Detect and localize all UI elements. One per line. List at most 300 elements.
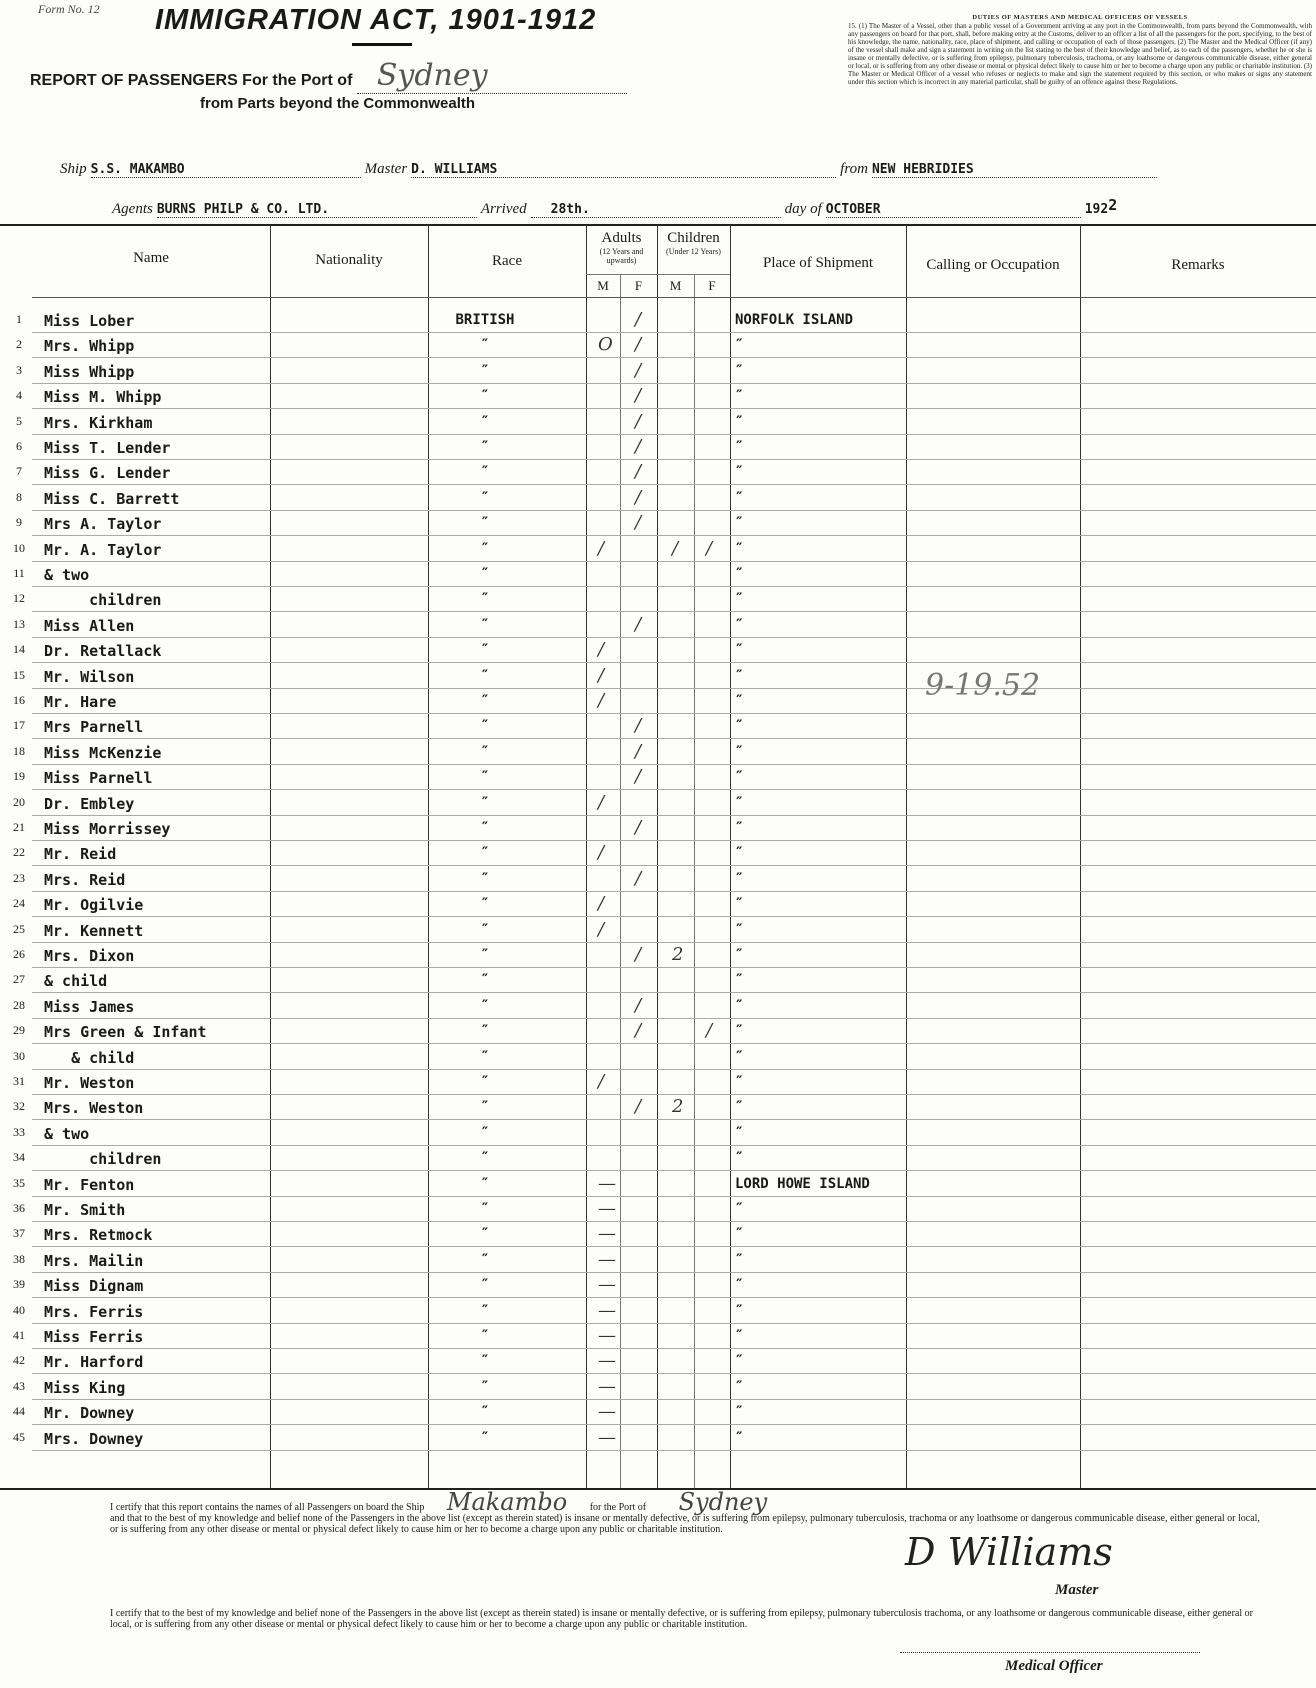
row-number: 2 xyxy=(16,337,22,352)
passenger-race: ″ xyxy=(480,489,490,506)
row-number: 4 xyxy=(16,388,22,403)
passenger-race: ″ xyxy=(480,1328,490,1344)
place-of-shipment: ″ xyxy=(735,1251,744,1268)
table-row xyxy=(0,713,1316,739)
passenger-race: ″ xyxy=(480,820,490,836)
place-of-shipment: ″ xyxy=(735,1099,744,1116)
form-number: Form No. 12 xyxy=(38,2,100,16)
adult-male-mark: — xyxy=(598,1299,616,1321)
passenger-race: ″ xyxy=(480,1124,490,1141)
passenger-race: ″ xyxy=(480,1404,490,1421)
table-row xyxy=(0,1399,1316,1425)
table-bottom-rule xyxy=(0,1488,1316,1490)
table-row xyxy=(0,866,1316,892)
table-row xyxy=(0,1018,1316,1044)
passenger-name: Mr. Reid xyxy=(44,845,117,864)
passenger-race: ″ xyxy=(480,769,490,786)
passenger-name: Miss M. Whipp xyxy=(44,388,162,407)
passenger-race: ″ xyxy=(480,591,490,608)
row-number: 8 xyxy=(16,489,22,504)
passenger-race: ″ xyxy=(480,1048,490,1065)
passenger-name: Mr. Kennett xyxy=(44,921,144,940)
passenger-name: Mrs. Downey xyxy=(44,1429,144,1448)
passenger-name: Mrs. Ferris xyxy=(44,1302,144,1321)
row-number: 40 xyxy=(13,1302,25,1317)
row-number: 3 xyxy=(16,362,22,377)
table-row xyxy=(0,485,1316,511)
passenger-race: ″ xyxy=(480,1150,490,1167)
passenger-race: ″ xyxy=(480,616,490,633)
table-row xyxy=(0,764,1316,790)
adult-male-mark: / xyxy=(598,918,605,940)
adult-female-mark: / xyxy=(635,359,642,381)
table-row xyxy=(0,637,1316,663)
passenger-race: ″ xyxy=(480,921,490,938)
table-row xyxy=(0,612,1316,638)
passenger-name: Mrs. Reid xyxy=(44,870,126,889)
passenger-race: ″ xyxy=(480,693,490,709)
place-of-shipment: ″ xyxy=(735,794,744,811)
adult-male-mark: — xyxy=(598,1401,616,1423)
passenger-name: Mrs. Whipp xyxy=(44,337,135,356)
table-row xyxy=(0,510,1316,536)
child-male-mark: 2 xyxy=(672,944,684,965)
table-row xyxy=(0,1094,1316,1120)
passenger-race: ″ xyxy=(480,566,490,582)
row-number: 31 xyxy=(13,1074,25,1088)
row-number: 30 xyxy=(13,1048,25,1063)
adult-female-mark: / xyxy=(635,817,642,838)
adult-female-mark: / xyxy=(635,613,642,635)
place-of-shipment: ″ xyxy=(735,1429,744,1446)
port-field xyxy=(357,58,627,94)
place-of-shipment: ″ xyxy=(735,439,744,455)
row-number: 45 xyxy=(13,1429,25,1444)
table-row xyxy=(0,434,1316,460)
table-row xyxy=(0,739,1316,765)
adult-female-mark: / xyxy=(635,385,642,407)
place-of-shipment: ″ xyxy=(735,616,744,633)
row-number: 17 xyxy=(13,718,25,733)
passenger-race: ″ xyxy=(480,1302,490,1319)
ship-label: Ship xyxy=(60,161,87,177)
row-number: 22 xyxy=(13,845,25,860)
ship-line xyxy=(60,160,1240,184)
children-m-header: M xyxy=(669,278,682,293)
place-of-shipment: ″ xyxy=(735,743,744,760)
row-number: 12 xyxy=(13,591,25,606)
table-row xyxy=(0,815,1316,841)
row-number: 37 xyxy=(13,1226,25,1241)
adult-male-mark: O xyxy=(598,334,613,356)
passenger-name: Mr. Harford xyxy=(44,1353,144,1372)
place-of-shipment: ″ xyxy=(735,1226,744,1243)
place-of-shipment: ″ xyxy=(735,997,744,1014)
place-of-shipment: LORD HOWE ISLAND xyxy=(735,1175,870,1192)
adults-label: Adults xyxy=(601,230,642,246)
passenger-name: Mr. Smith xyxy=(44,1201,126,1219)
duties-notice xyxy=(848,14,1312,86)
document-title: IMMIGRATION ACT, 1901-1912 xyxy=(155,4,597,36)
place-of-shipment: ″ xyxy=(735,642,744,659)
master-signature: D Williams xyxy=(905,1530,1113,1574)
adult-female-mark: / xyxy=(635,715,642,737)
report-line-port xyxy=(30,58,627,94)
col-header-nationality: Nationality xyxy=(315,252,383,268)
month-value: OCTOBER xyxy=(826,202,1081,218)
year-suffix: 2 xyxy=(1108,196,1118,214)
passenger-name: Mrs. Mailin xyxy=(44,1251,144,1270)
passenger-name: Mrs. Dixon xyxy=(44,947,135,965)
place-of-shipment: ″ xyxy=(735,489,744,506)
passenger-race: ″ xyxy=(480,337,490,354)
title-underline xyxy=(352,43,412,46)
master-label: Master xyxy=(364,161,408,177)
adult-male-mark: / xyxy=(598,537,605,559)
agents-line xyxy=(112,196,1242,220)
from-label: from xyxy=(840,161,868,177)
place-of-shipment: ″ xyxy=(735,464,744,481)
adult-female-mark: / xyxy=(635,436,642,457)
medical-certification: I certify that to the best of my knowledge and belief none of the Passengers in the above list (except as therein stated) is insane or mentally defective, or is suffering from epilepsy, pulmonary tuberculosis trachoma, or any loathsome or dangerous communicable disease, either general or local, or is suffering from any other disease or mental or physical defect likely to cause him or her to become a charge upon any public or charitable institution. xyxy=(110,1608,1253,1630)
passenger-race: ″ xyxy=(480,947,490,963)
passenger-name: Miss Parnell xyxy=(44,769,153,788)
row-number: 14 xyxy=(13,642,25,657)
col-header-place: Place of Shipment xyxy=(763,255,873,271)
table-row xyxy=(0,1145,1316,1171)
place-of-shipment: ″ xyxy=(735,972,744,989)
adult-female-mark: / xyxy=(635,1020,642,1042)
passenger-name: Miss Dignam xyxy=(44,1277,144,1296)
passenger-race: ″ xyxy=(480,388,490,405)
table-row xyxy=(0,536,1316,562)
row-number: 1 xyxy=(16,312,22,326)
place-of-shipment: ″ xyxy=(735,1404,744,1421)
adult-female-mark: / xyxy=(635,334,642,356)
row-number: 42 xyxy=(13,1353,25,1368)
adult-male-mark: — xyxy=(598,1172,616,1194)
master-value: D. WILLIAMS xyxy=(411,162,836,178)
ship-handwritten: Makambo xyxy=(446,1488,568,1516)
table-row xyxy=(0,1374,1316,1400)
place-of-shipment: ″ xyxy=(735,947,744,963)
passenger-name: Miss Lober xyxy=(44,312,135,330)
row-number: 24 xyxy=(13,896,25,911)
adult-male-mark: / xyxy=(598,1071,605,1092)
adult-female-mark: / xyxy=(635,486,642,508)
passenger-name: Mrs. Weston xyxy=(44,1099,144,1118)
passenger-name: Mrs Green & Infant xyxy=(44,1023,207,1042)
place-of-shipment: ″ xyxy=(735,1277,744,1294)
row-number: 20 xyxy=(13,794,25,809)
place-of-shipment: ″ xyxy=(735,337,744,354)
place-of-shipment: ″ xyxy=(735,820,744,836)
year-prefix: 192 xyxy=(1084,202,1109,217)
passenger-race: BRITISH xyxy=(455,312,515,328)
place-of-shipment: ″ xyxy=(735,870,744,887)
passenger-name: Miss Allen xyxy=(44,616,135,635)
row-rule xyxy=(32,1450,1316,1451)
place-of-shipment: ″ xyxy=(735,540,744,557)
row-number: 16 xyxy=(13,693,25,707)
adult-male-mark: / xyxy=(598,842,605,864)
from-value: NEW HEBRIDIES xyxy=(872,162,1157,178)
agents-value: BURNS PHILP & CO. LTD. xyxy=(157,202,477,218)
row-number: 5 xyxy=(16,413,22,428)
adult-male-mark: — xyxy=(598,1426,616,1448)
passenger-name: & two xyxy=(44,1124,90,1143)
table-row xyxy=(0,383,1316,409)
row-number: 23 xyxy=(13,870,25,885)
table-row xyxy=(0,663,1316,689)
table-row xyxy=(0,459,1316,485)
row-number: 7 xyxy=(16,464,22,479)
children-label: Children xyxy=(667,230,720,246)
table-row xyxy=(0,1272,1316,1298)
table-row xyxy=(0,1044,1316,1070)
row-number: 13 xyxy=(13,616,25,631)
row-number: 41 xyxy=(13,1328,25,1342)
row-number: 36 xyxy=(13,1201,25,1215)
passenger-race: ″ xyxy=(480,997,490,1014)
place-of-shipment: ″ xyxy=(735,1048,744,1065)
adults-m-header: M xyxy=(597,278,609,293)
adult-male-mark: / xyxy=(598,791,605,813)
adult-female-mark: / xyxy=(635,994,642,1016)
row-number: 28 xyxy=(13,997,25,1012)
adult-male-mark: — xyxy=(598,1325,616,1346)
passenger-name: Mrs Parnell xyxy=(44,718,144,737)
day-of-label: day of xyxy=(784,201,822,217)
passenger-name: & child xyxy=(44,1048,135,1067)
table-row xyxy=(0,1247,1316,1273)
place-of-shipment: ″ xyxy=(735,718,744,735)
adult-male-mark: — xyxy=(598,1375,616,1397)
col-header-remarks: Remarks xyxy=(1171,257,1225,273)
place-of-shipment: ″ xyxy=(735,1201,744,1217)
passenger-name: Mr. Hare xyxy=(44,693,117,711)
table-row xyxy=(0,1196,1316,1222)
place-of-shipment: NORFOLK ISLAND xyxy=(735,312,854,328)
master-label: Master xyxy=(1055,1582,1099,1598)
place-of-shipment: ″ xyxy=(735,1023,744,1040)
table-row xyxy=(0,586,1316,612)
passenger-name: Dr. Retallack xyxy=(44,642,162,661)
table-row xyxy=(0,790,1316,816)
passenger-race: ″ xyxy=(480,464,490,481)
table-row xyxy=(0,561,1316,587)
row-number: 26 xyxy=(13,947,25,961)
passenger-name: Mr. A. Taylor xyxy=(44,540,162,559)
child-male-mark: 2 xyxy=(672,1096,684,1118)
row-number: 15 xyxy=(13,667,25,682)
place-of-shipment: ″ xyxy=(735,845,744,862)
passenger-race: ″ xyxy=(480,870,490,887)
adult-female-mark: / xyxy=(635,461,642,483)
place-of-shipment: ″ xyxy=(735,388,744,405)
place-of-shipment: ″ xyxy=(735,1378,744,1395)
table-row xyxy=(0,1171,1316,1197)
report-line1-text: REPORT OF PASSENGERS For the Port of xyxy=(30,72,353,89)
table-row xyxy=(0,1425,1316,1451)
passenger-race: ″ xyxy=(480,718,490,735)
row-number: 44 xyxy=(13,1404,25,1419)
table-row xyxy=(0,993,1316,1019)
passenger-race: ″ xyxy=(480,1175,490,1192)
table-row xyxy=(0,358,1316,384)
col-header-calling: Calling or Occupation xyxy=(926,257,1060,273)
table-row xyxy=(0,917,1316,943)
passenger-name: & two xyxy=(44,566,90,584)
table-row xyxy=(0,307,1316,333)
passenger-race: ″ xyxy=(480,1429,490,1446)
children-sub: (Under 12 Years) xyxy=(666,247,721,256)
place-of-shipment: ″ xyxy=(735,591,744,608)
table-row xyxy=(0,1120,1316,1146)
passenger-race: ″ xyxy=(480,794,490,811)
table-row xyxy=(0,409,1316,435)
adult-female-mark: / xyxy=(635,309,642,330)
passenger-race: ″ xyxy=(480,1353,490,1370)
table-top-rule xyxy=(0,224,1316,226)
passenger-race: ″ xyxy=(480,642,490,659)
duties-heading: DUTIES OF MASTERS AND MEDICAL OFFICERS OF VESSELS xyxy=(972,14,1188,21)
place-of-shipment: ″ xyxy=(735,1074,744,1090)
col-header-name: Name xyxy=(133,250,169,266)
place-of-shipment: ″ xyxy=(735,667,744,684)
master-cert-a: I certify that this report contains the names of all Passengers on board the Ship xyxy=(110,1502,425,1513)
child-male-mark: / xyxy=(672,537,679,559)
passenger-name: Miss Morrissey xyxy=(44,820,171,838)
passenger-name: Mrs A. Taylor xyxy=(44,515,162,534)
passenger-name: children xyxy=(44,591,162,610)
row-number: 43 xyxy=(13,1378,25,1393)
passenger-name: Mr. Downey xyxy=(44,1404,135,1423)
ship-value: S.S. MAKAMBO xyxy=(91,162,361,178)
passenger-race: ″ xyxy=(480,515,490,532)
passenger-name: & child xyxy=(44,972,108,991)
passenger-race: ″ xyxy=(480,1023,490,1040)
place-of-shipment: ″ xyxy=(735,1328,744,1344)
table-row xyxy=(0,332,1316,358)
row-number: 10 xyxy=(13,540,25,555)
adult-male-mark: / xyxy=(598,664,605,686)
table-row xyxy=(0,840,1316,866)
adult-female-mark: / xyxy=(635,1096,642,1118)
place-of-shipment: ″ xyxy=(735,1353,744,1370)
place-of-shipment: ″ xyxy=(735,1302,744,1319)
table-row xyxy=(0,891,1316,917)
passenger-race: ″ xyxy=(480,540,490,557)
adult-male-mark: / xyxy=(598,639,605,661)
table-row xyxy=(0,1069,1316,1095)
passenger-race: ″ xyxy=(480,1226,490,1243)
adult-female-mark: / xyxy=(635,867,642,889)
passenger-name: Mr. Ogilvie xyxy=(44,896,144,915)
medical-officer-label: Medical Officer xyxy=(1005,1658,1103,1674)
passenger-race: ″ xyxy=(480,1201,490,1217)
adult-female-mark: / xyxy=(635,944,642,965)
master-cert-b: for the Port of xyxy=(589,1502,647,1513)
place-of-shipment: ″ xyxy=(735,921,744,938)
table-row xyxy=(0,1348,1316,1374)
row-number: 25 xyxy=(13,921,25,936)
adult-male-mark: / xyxy=(598,690,605,711)
adult-female-mark: / xyxy=(635,740,642,762)
passenger-name: Mr. Weston xyxy=(44,1074,135,1092)
child-female-mark: / xyxy=(706,537,713,559)
place-of-shipment: ″ xyxy=(735,769,744,786)
children-f-header: F xyxy=(708,278,716,293)
passenger-race: ″ xyxy=(480,845,490,862)
passenger-race: ″ xyxy=(480,1251,490,1268)
passenger-race: ″ xyxy=(480,413,490,430)
table-row xyxy=(0,1298,1316,1324)
passenger-name: Miss James xyxy=(44,997,135,1016)
row-number: 39 xyxy=(13,1277,25,1292)
child-female-mark: / xyxy=(706,1020,713,1042)
row-number: 34 xyxy=(13,1150,25,1165)
passenger-race: ″ xyxy=(480,1378,490,1395)
passenger-name: Mrs. Kirkham xyxy=(44,413,153,432)
place-of-shipment: ″ xyxy=(735,362,744,379)
table-row xyxy=(0,1323,1316,1349)
row-number: 35 xyxy=(13,1175,25,1190)
row-number: 21 xyxy=(13,820,25,834)
col-header-race: Race xyxy=(492,253,522,269)
passenger-race: ″ xyxy=(480,1277,490,1294)
passenger-name: Miss C. Barrett xyxy=(44,489,180,508)
passenger-race: ″ xyxy=(480,1099,490,1116)
master-cert-c: and that to the best of my knowledge and belief none of the Passengers in the above list (except as therein stated) is insane or mentally defective, or is suffering from epilepsy, pulmonary tuberculosis, trachoma or any loathsome or dangerous communicable disease, either general or local, or is suffering from any other disease or mental or physical defect likely to cause him or her to become a charge upon any public or charitable institution. xyxy=(110,1513,1260,1535)
passenger-name: children xyxy=(44,1150,162,1169)
adult-female-mark: / xyxy=(635,512,642,534)
row-number: 9 xyxy=(16,515,22,530)
row-number: 19 xyxy=(13,769,25,784)
arrived-label: Arrived xyxy=(480,201,527,217)
adult-male-mark: — xyxy=(598,1248,616,1270)
duties-text: 15. (1) The Master of a Vessel, other than a public vessel of a Government arriving at any port in the Commonwealth, from parts beyond the Commonwealth, with any passengers on board for that port, shall, before making entry at the Customs, deliver to an officer a list of all the passengers for the port, specifying, to the best of his knowledge, the name, nationality, race, place of shipment, and calling or occupation of each of those passengers. (2) The Master and the Medical Officer (if any) of the vessel shall make and sign a statement in writing on the list stating to the best of their knowledge and belief, as to each of the passengers, whether he or she is insane or mentally defective, or is suffering from epilepsy, pulmonary tuberculosis, trachoma, or any loathsome or dangerous communicable disease, either general or local, or is suffering from any other disease or mental or physical defect likely to cause him or her to become a charge upon any public or charitable institution. (3) The Master or Medical Officer of a vessel who refuses or neglects to make and sign the statement required by this section, or who makes or signs any statement under this section which is incorrect in any material particular, shall be guilty of an offence against these Regulations. xyxy=(848,22,1312,86)
row-number: 11 xyxy=(13,566,25,580)
adult-male-mark: / xyxy=(598,893,605,915)
passenger-race: ″ xyxy=(480,1074,490,1090)
passenger-race: ″ xyxy=(480,743,490,760)
row-number: 38 xyxy=(13,1251,25,1266)
arrived-value: 28th. xyxy=(531,202,781,218)
passenger-race: ″ xyxy=(480,972,490,989)
passenger-name: Dr. Embley xyxy=(44,794,135,813)
place-of-shipment: ″ xyxy=(735,1124,744,1141)
passenger-race: ″ xyxy=(480,362,490,379)
adult-male-mark: — xyxy=(598,1350,616,1372)
adult-male-mark: — xyxy=(598,1198,616,1219)
passenger-race: ″ xyxy=(480,896,490,913)
place-of-shipment: ″ xyxy=(735,693,744,709)
adult-female-mark: / xyxy=(635,766,642,788)
table-row xyxy=(0,1221,1316,1247)
report-line2: from Parts beyond the Commonwealth xyxy=(200,95,476,112)
passenger-name: Mrs. Retmock xyxy=(44,1226,153,1245)
passenger-name: Miss G. Lender xyxy=(44,464,171,483)
place-of-shipment: ″ xyxy=(735,566,744,582)
passenger-name: Miss McKenzie xyxy=(44,743,162,762)
medical-signature-line xyxy=(900,1652,1200,1654)
row-number: 29 xyxy=(13,1023,25,1038)
passenger-name: Miss Whipp xyxy=(44,362,135,381)
passenger-name: Miss T. Lender xyxy=(44,439,171,457)
adult-male-mark: — xyxy=(598,1274,616,1296)
place-of-shipment: ″ xyxy=(735,515,744,532)
